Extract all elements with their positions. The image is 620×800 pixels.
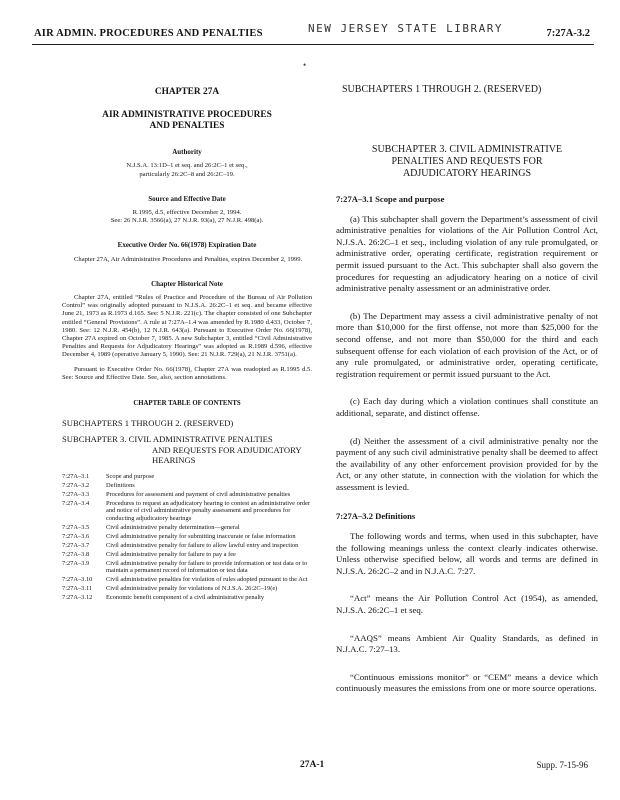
section-3-1-b: (b) The Department may assess a civil administrative penalty of not more than $10,000 for the first offense, not more than $25,000 for the second offense, and not more than $50,000 for the third and each subsequent offense for each violation of each provision of the Act, or of any rule promulgated, or administrative order, operating certificate, registration requirement or permit issued pursuant to the Act. — [336, 310, 598, 379]
section-3-1-a: (a) This subchapter shall govern the Department’s assessment of civil administrative penalties for violations of the Air Pollution Control Act, N.J.S.A. 26:2C–1 et seq., including violation of any rule promulgated, or administrative order, operating certificate, registration requirement or permit issued pursuant to the Act. This subchapter shall also govern the procedures for requesting an adjudicatory hearing on a notice of civil administrative penalty assessment or an administrative order. — [336, 213, 598, 294]
toc-section-title: Civil administrative penalty for submitting inaccurate or false information — [106, 532, 296, 540]
toc-subchapter-3-line-1: SUBCHAPTER 3. CIVIL ADMINISTRATIVE PENALTIES — [62, 434, 273, 445]
toc-row — [62, 585, 312, 594]
toc-section-number: 7:27A–3.10 — [62, 576, 93, 584]
toc-row — [62, 560, 312, 576]
toc-row — [62, 500, 312, 524]
source-text — [62, 209, 312, 225]
toc-row — [62, 542, 312, 551]
toc-section-number: 7:27A–3.4 — [62, 500, 90, 508]
toc-row — [62, 533, 312, 542]
toc-section-title: Civil administrative penalty for violations of N.J.S.A. 26:2C–19(e) — [106, 585, 278, 593]
left-column — [62, 62, 312, 603]
toc-section-number: 7:27A–3.2 — [62, 482, 90, 490]
subchapter-3-heading-line-2: PENALTIES AND REQUESTS FOR — [391, 156, 543, 167]
source-line-1: R.1995, d.5, effective December 2, 1994. — [132, 209, 242, 217]
subchapter-3-heading-line-3: ADJUDICATORY HEARINGS — [402, 168, 532, 179]
toc-section-number: 7:27A–3.1 — [62, 473, 90, 481]
toc-row — [62, 482, 312, 491]
toc-section-number: 7:27A–3.5 — [62, 523, 90, 531]
historical-note-para-2: Pursuant to Executive Order No. 66(1978), Chapter 27A was readopted as R.1995 d.5. See: Source and Effective Date. See, also, section annotations. — [62, 365, 312, 381]
definition-aaqs: “AAQS” means Ambient Air Quality Standards, as defined in N.J.A.C. 7:27–13. — [336, 632, 598, 655]
toc-subchapter-3 — [62, 434, 312, 465]
subchapter-3-heading-line-1: SUBCHAPTER 3. CIVIL ADMINISTRATIVE — [371, 144, 563, 155]
toc-row — [62, 594, 312, 603]
toc-section-number: 7:27A–3.12 — [62, 594, 93, 602]
authority-line-1: N.J.S.A. 13:1D–1 et seq. and 26:2C–1 et seq., — [126, 162, 248, 170]
toc-heading: CHAPTER TABLE OF CONTENTS — [133, 400, 241, 408]
authority-line-2: particularly 26:2C–8 and 26:2C–19. — [139, 170, 235, 178]
toc-row — [62, 576, 312, 585]
toc-section-title: Civil administrative penalty for failure to pay a fee — [106, 550, 236, 558]
toc-section-number: 7:27A–3.9 — [62, 559, 90, 567]
toc-section-title: Civil administrative penalty determination—general — [106, 523, 240, 531]
toc-row — [62, 524, 312, 533]
chapter-title — [62, 110, 312, 132]
authority-text — [62, 162, 312, 178]
source-heading: Source and Effective Date — [148, 194, 226, 203]
section-3-1-heading: 7:27A–3.1 Scope and purpose — [336, 194, 445, 204]
page-number: 27A-1 — [300, 760, 325, 770]
toc-section-number: 7:27A–3.7 — [62, 541, 90, 549]
toc-row — [62, 551, 312, 560]
authority-heading: Authority — [172, 148, 202, 157]
supplement-date: Supp. 7-15-96 — [536, 760, 588, 770]
section-3-2-intro: The following words and terms, when used in this subchapter, have the following meanings unless the context clearly indicates otherwise. Unless otherwise specified below, all words and terms are defined in N.J.S.A. 26:2C–2 and in N.J.A.C. 7:27. — [336, 531, 598, 576]
chapter-title-line-2: AND PENALTIES — [149, 121, 225, 132]
exec-order-heading: Executive Order No. 66(1978) Expiration Date — [117, 241, 257, 250]
toc-section-title: Civil administrative penalty for failure to allow lawful entry and inspection — [106, 541, 299, 549]
toc-subchapter-3-line-3: HEARINGS — [152, 454, 196, 465]
toc-section-title: Civil administrative penalty for failure to provide information or test data or to maintain a permanent record of information or test data — [106, 559, 308, 575]
source-line-2: See: 26 N.J.R. 3566(a), 27 N.J.R. 93(a), 27 N.J.R. 498(a). — [110, 217, 264, 225]
section-3-1-d: (d) Neither the assessment of a civil administrative penalty nor the payment of any such civil administrative penalty shall be deemed to affect the availability of any other enforcement provision provided for by the Act, or any other statute, in connection with the violation for which the assessment is levied. — [336, 435, 598, 492]
toc-section-title: Procedures to request an adjudicatory hearing to contest an administrative order and notice of civil administrative penalty assessment and procedures for conducting adjudicatory hearings — [106, 500, 311, 522]
toc-section-title: Scope and purpose — [106, 473, 155, 481]
definition-act: “Act” means the Air Pollution Control Act (1954), as amended, N.J.S.A. 26:2C–1 et seq. — [336, 593, 598, 616]
toc-subchapter-3-line-2: AND REQUESTS FOR ADJUDICATORY — [152, 444, 302, 455]
toc-row — [62, 473, 312, 482]
chapter-number: CHAPTER 27A — [154, 87, 220, 97]
header-title: AIR ADMIN. PROCEDURES AND PENALTIES — [34, 28, 263, 39]
right-column — [336, 62, 598, 695]
toc-table — [62, 473, 312, 603]
header-rule — [32, 44, 594, 45]
exec-order-text: Chapter 27A, Air Administrative Procedures and Penalties, expires December 2, 1999. — [74, 255, 303, 263]
running-header — [0, 22, 620, 44]
toc-section-title: Definitions — [106, 482, 135, 490]
chapter-title-line-1: AIR ADMINISTRATIVE PROCEDURES — [102, 110, 272, 121]
library-stamp: NEW JERSEY STATE LIBRARY — [308, 22, 503, 35]
toc-section-title: Economic benefit component of a civil administrative penalty — [106, 594, 265, 602]
subchapter-3-heading — [336, 144, 598, 180]
section-3-1-c: (c) Each day during which a violation continues shall constitute an additional, separate, and distinct offense. — [336, 396, 598, 418]
definition-cem: “Continuous emissions monitor” or “CEM” means a device which continuously measures the emissions from one or more source operations. — [336, 671, 598, 694]
section-3-2-heading: 7:27A–3.2 Definitions — [336, 511, 416, 522]
historical-note-para-1: Chapter 27A, entitled “Rules of Practice and Procedure of the Bureau of Air Pollution Control” was originally adopted pursuant to N.J.S.A. 26:2C–1 et seq. and became effective June 21, 1973 as R.1973 d.165. See: 5 N.J.R. 221(c). The chapter consisted of one Subchapter entitled “General Provisions”. A rule at 7:27A–1.4 was amended by R.1980 d.433, October 7, 1980. See: 12 N.J.R. 454(b), 12 N.J.R. 643(a). Pursuant to Executive Order No. 66(1978), Chapter 27A expired on October 7, 1985. A new Subchapter 3, entitled “Civil Administrative Penalties and Requests for Adjudicatory Hearings” was adopted as R.1989 d.596, effective December 4, 1989 (operative January 5, 1990). See: 21 N.J.R. 729(a), 21 N.J.R. 3751(a). — [62, 294, 312, 359]
stray-mark: • — [303, 60, 307, 70]
header-section-number: 7:27A-3.2 — [546, 28, 590, 39]
toc-section-title: Civil administrative penalties for violation of rules adopted pursuant to the Act — [106, 576, 308, 584]
toc-section-number: 7:27A–3.6 — [62, 532, 90, 540]
toc-section-number: 7:27A–3.11 — [62, 585, 93, 593]
toc-section-number: 7:27A–3.3 — [62, 491, 90, 499]
subchapters-1-2-heading: SUBCHAPTERS 1 THROUGH 2. (RESERVED) — [342, 84, 542, 95]
toc-section-title: Procedures for assessment and payment of civil administrative penalties — [106, 491, 291, 499]
toc-subchapters-1-2: SUBCHAPTERS 1 THROUGH 2. (RESERVED) — [62, 418, 234, 429]
toc-row — [62, 491, 312, 500]
historical-note-heading: Chapter Historical Note — [151, 279, 223, 288]
toc-section-number: 7:27A–3.8 — [62, 550, 90, 558]
